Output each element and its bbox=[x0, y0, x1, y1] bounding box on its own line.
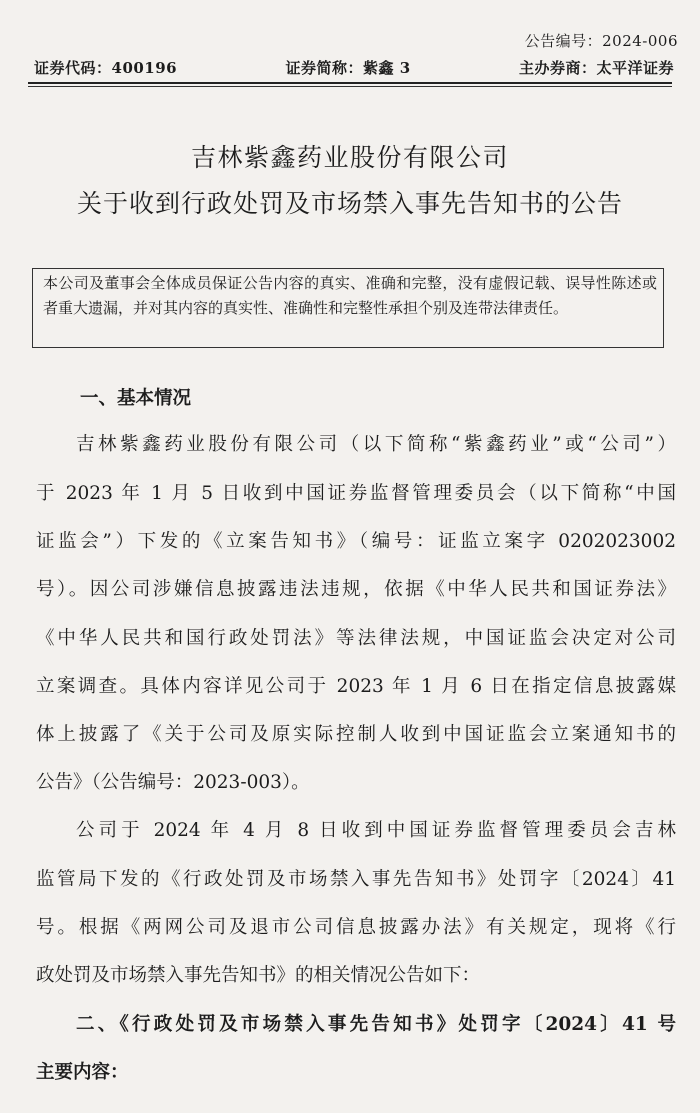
para1-line: 于 2023 年 1 月 5 日收到中国证券监督管理委员会（以下简称“中国 bbox=[36, 483, 676, 504]
announcement-number: 公告编号：2024-006 bbox=[524, 32, 678, 50]
para1-line: 《中华人民共和国行政处罚法》等法律法规，中国证监会决定对公司 bbox=[36, 628, 676, 649]
section2-heading: 二、《行政处罚及市场禁入事先告知书》处罚字〔2024〕41 号 bbox=[76, 1014, 676, 1035]
section2-heading-cont: 主要内容： bbox=[36, 1062, 129, 1083]
para2-line: 监管局下发的《行政处罚及市场禁入事先告知书》处罚字〔2024〕41 bbox=[36, 869, 676, 890]
security-code: 证券代码：400196 bbox=[34, 59, 178, 77]
para2-line: 号。根据《两网公司及退市公司信息披露办法》有关规定，现将《行 bbox=[36, 917, 676, 938]
announcement-title: 关于收到行政处罚及市场禁入事先告知书的公告 bbox=[76, 189, 623, 218]
para2-line: 公司于 2024 年 4 月 8 日收到中国证券监督管理委员会吉林 bbox=[76, 820, 676, 841]
header-rule-thick bbox=[28, 82, 672, 84]
para1-line: 号）。因公司涉嫌信息披露违法违规，依据《中华人民共和国证券法》 bbox=[36, 579, 676, 600]
header-rule-thin bbox=[28, 86, 672, 87]
para1-line: 立案调查。具体内容详见公司于 2023 年 1 月 6 日在指定信息披露媒 bbox=[36, 676, 676, 697]
para1-line: 公告》（公告编号：2023-003）。 bbox=[36, 772, 310, 793]
security-info-line bbox=[34, 57, 674, 78]
para1-line: 吉林紫鑫药业股份有限公司（以下简称“紫鑫药业”或“公司”） bbox=[76, 434, 676, 455]
para1-line: 证监会”）下发的《立案告知书》（编号：证监立案字 0202023002 bbox=[36, 531, 676, 552]
para1-line: 体上披露了《关于公司及原实际控制人收到中国证监会立案通知书的 bbox=[36, 724, 676, 745]
para2-line: 政处罚及市场禁入事先告知书》的相关情况公告如下： bbox=[36, 965, 481, 986]
disclaimer-box: 本公司及董事会全体成员保证公告内容的真实、准确和完整，没有虚假记载、误导性陈述或者重大遗漏，并对其内容的真实性、准确性和完整性承担个别及连带法律责任。 bbox=[32, 268, 664, 348]
security-abbreviation: 证券简称：紫鑫 3 bbox=[285, 59, 411, 77]
sponsor-broker: 主办券商：太平洋证券 bbox=[518, 59, 674, 77]
section1-heading: 一、基本情况 bbox=[80, 388, 192, 409]
company-title: 吉林紫鑫药业股份有限公司 bbox=[190, 143, 509, 172]
